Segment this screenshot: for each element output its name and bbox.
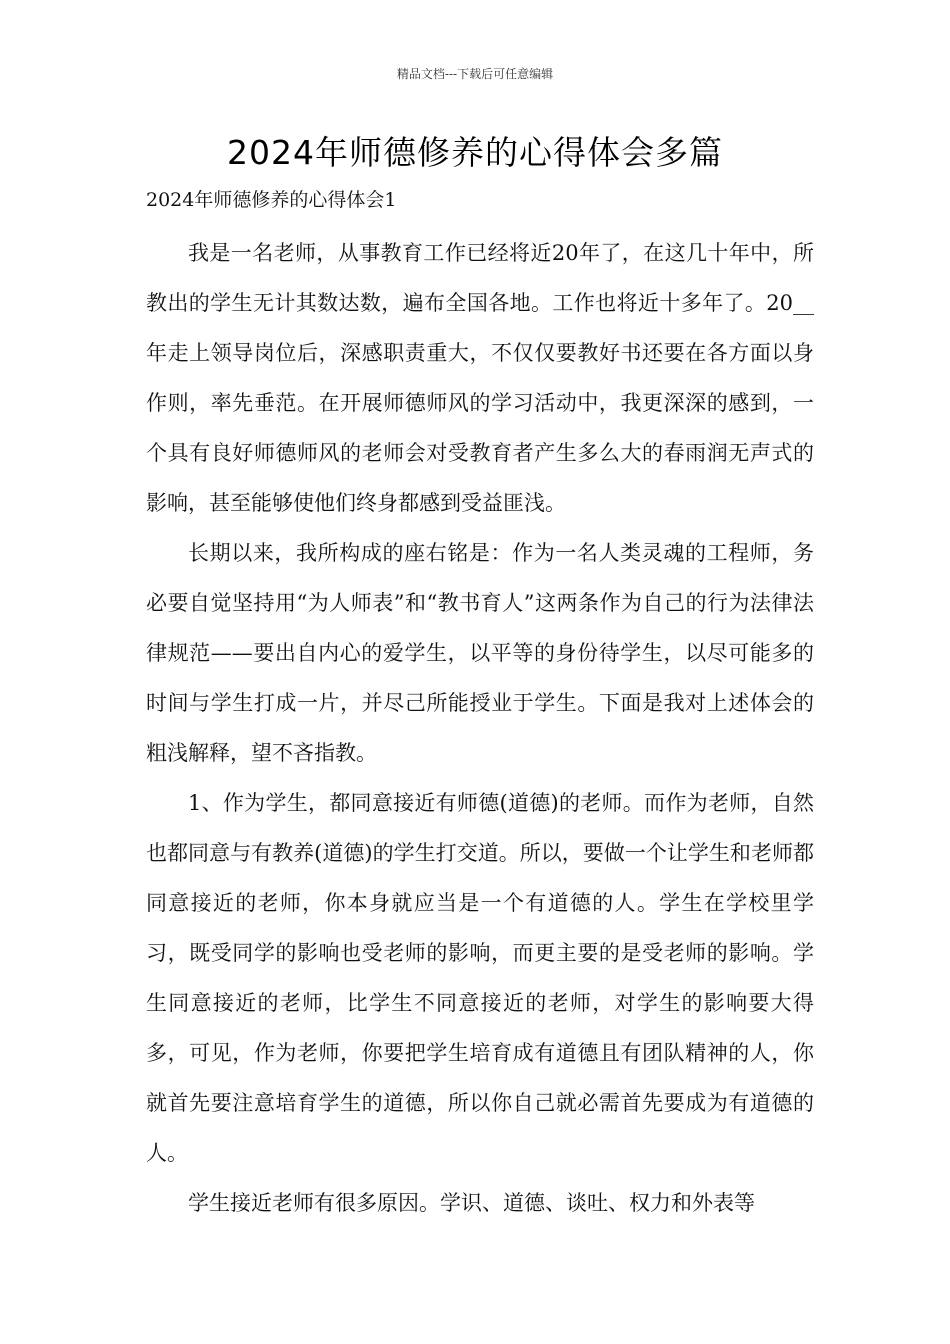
header-note: 精品文档---下载后可任意编辑 xyxy=(396,67,554,81)
paragraph: 1、作为学生，都同意接近有师德(道德)的老师。而作为老师，自然也都同意与有教养(道德)的学生打交道。所以，要做一个让学生和老师都同意接近的老师，你本身就应当是一个有道德的人。学生在学校里学习，既受同学的影响也受老师的影响，而更主要的是受老师的影响。学生同意接近的老师，比学生不同意接近的老师，对学生的影响要大得多，可见，作为老师，你要把学生培育成有道德且有团队精神的人，你就首先要注意培育学生的道德，所以你自己就必需首先要成为有道德的人。 xyxy=(146,791,814,1165)
paragraph: 长期以来，我所构成的座右铭是：作为一名人类灵魂的工程师，务必要自觉坚持用“为人师表”和“教书育人”这两条作为自己的行为法律法律规范——要出自内心的爱学生，以平等的身份待学生，以尽可能多的时间与学生打成一片，并尽己所能授业于学生。下面是我对上述体会的粗浅解释，望不吝指教。 xyxy=(146,541,814,765)
body-text xyxy=(146,228,814,1228)
section-heading: 2024年师德修养的心得体会1 xyxy=(146,189,397,211)
document-title: 2024年师德修养的心得体会多篇 xyxy=(227,133,723,172)
paragraph: 我是一名老师，从事教育工作已经将近20年了，在这几十年中，所教出的学生无计其数达数，遍布全国各地。工作也将近十多年了。20__年走上领导岗位后，深感职责重大，不仅仅要教好书还要在各方面以身作则，率先垂范。在开展师德师风的学习活动中，我更深深的感到，一个具有良好师德师风的老师会对受教育者产生多么大的春雨润无声式的影响，甚至能够使他们终身都感到受益匪浅。 xyxy=(146,241,814,515)
paragraph: 学生接近老师有很多原因。学识、道德、谈吐、权力和外表等 xyxy=(188,1191,755,1215)
